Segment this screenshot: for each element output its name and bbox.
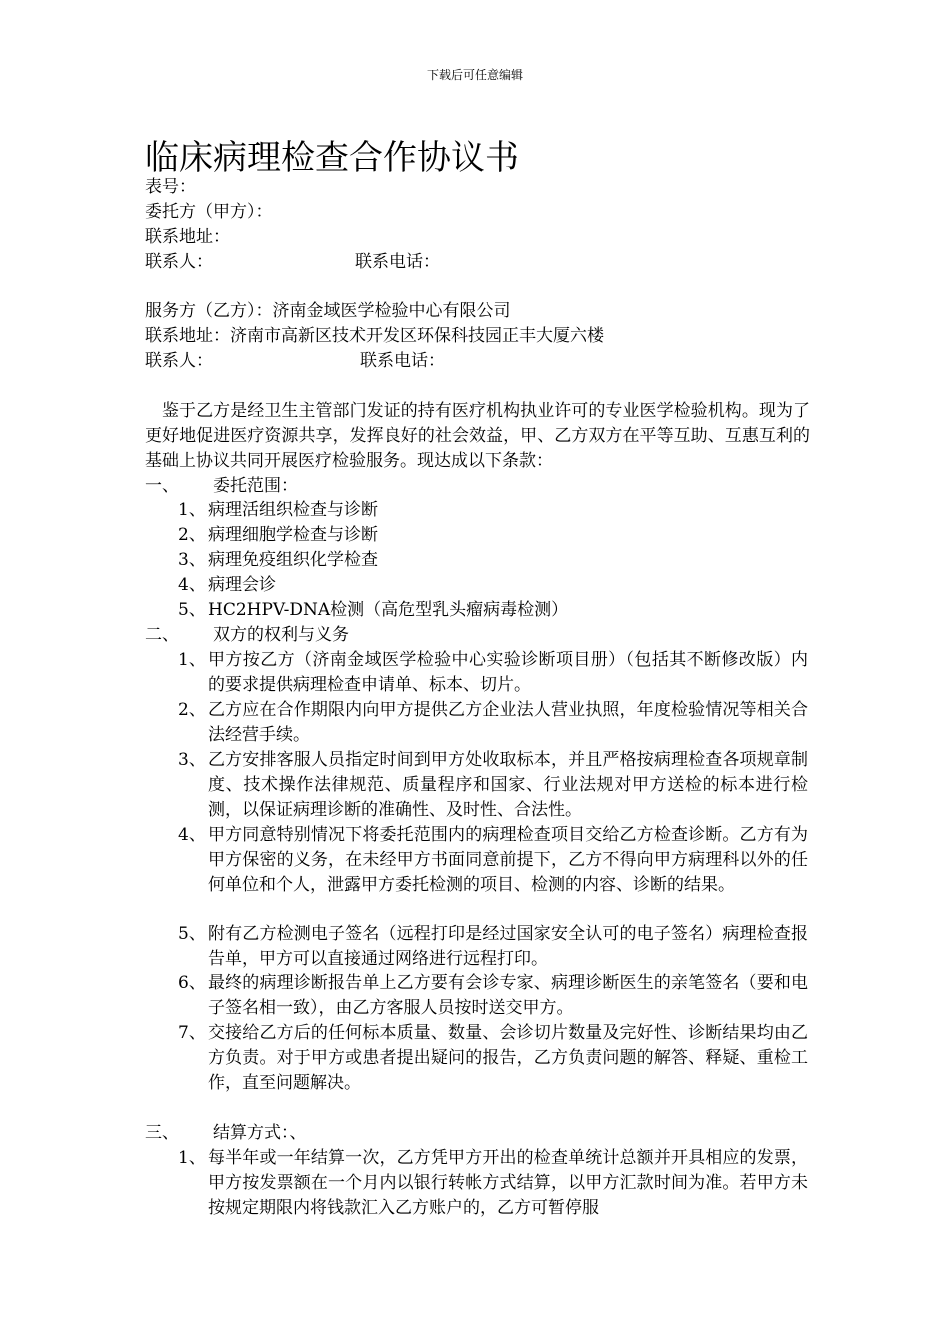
list-item-text: 病理细胞学检查与诊断 [208,525,378,545]
list-item [178,1021,808,1096]
list-item-text: 每半年或一年结算一次，乙方凭甲方开出的检查单统计总额并开具相应的发票，甲方按发票额在一个月内以银行转帐方式结算，以甲方汇款时间为准。若甲方未按规定期限内将钱款汇入乙方账户的，乙方可暂停服 [208,1148,808,1218]
list-item-text: HC2HPV-DNA检测（高危型乳头瘤病毒检测） [208,600,569,620]
list-item [178,922,808,972]
list-item-text: 甲方按乙方（济南金域医学检验中心实验诊断项目册）（包括其不断修改版）内的要求提供病理检查申请单、标本、切片。 [208,650,808,695]
party-a-label: 委托方（甲方）： [145,202,273,222]
party-a-address-label: 联系地址： [145,227,230,247]
party-b-address-label: 联系地址：济南市高新区技术开发区环保科技园正丰大厦六楼 [145,326,604,346]
list-item-text: 交接给乙方后的任何标本质量、数量、会诊切片数量及完好性、诊断结果均由乙方负责。对于甲方或患者提出疑问的报告，乙方负责问题的解答、释疑、重检工作，直至问题解决。 [208,1023,808,1093]
party-b-phone-label: 联系电话： [360,351,445,371]
section-2-number: 二、 [145,625,179,645]
list-item-text: 乙方应在合作期限内向甲方提供乙方企业法人营业执照，年度检验情况等相关合法经营手续。 [208,700,808,745]
list-item-number: 4、 [178,825,206,845]
list-item-text: 甲方同意特别情况下将委托范围内的病理检查项目交给乙方检查诊断。乙方有为甲方保密的义务，在未经甲方书面同意前提下，乙方不得向甲方病理科以外的任何单位和个人，泄露甲方委托检测的项目、检测的内容、诊断的结果。 [208,825,808,895]
form-number-label: 表号： [145,177,196,197]
section-1-heading [145,474,298,498]
list-item-number: 3、 [178,750,206,770]
list-item [178,573,808,598]
list-item-text: 最终的病理诊断报告单上乙方要有会诊专家、病理诊断医生的亲笔签名（要和电子签名相一致），由乙方客服人员按时送交甲方。 [208,973,808,1018]
section-3-title: 结算方式：、 [213,1123,307,1143]
party-a-contact-label: 联系人： [145,252,213,272]
document-title: 临床病理检查合作协议书 [145,138,519,178]
list-item-text: 附有乙方检测电子签名（远程打印是经过国家安全认可的电子签名）病理检查报告单，甲方可以直接通过网络进行远程打印。 [208,924,808,969]
list-item-number: 1、 [178,500,206,520]
list-item [178,1146,808,1221]
list-item-text: 病理免疫组织化学检查 [208,550,378,570]
section-3-heading [145,1121,307,1145]
section-2-heading [145,623,349,647]
section-1-title: 委托范围： [213,476,298,496]
list-item [178,823,808,898]
list-item-number: 4、 [178,575,206,595]
list-item-text: 病理活组织检查与诊断 [208,500,378,520]
list-item-number: 3、 [178,550,206,570]
list-item-number: 2、 [178,525,206,545]
list-item-number: 1、 [178,1148,206,1168]
list-item [178,698,808,748]
section-1-number: 一、 [145,476,179,496]
list-item [178,648,808,698]
intro-paragraph: 鉴于乙方是经卫生主管部门发证的持有医疗机构执业许可的专业医学检验机构。现为了更好地促进医疗资源共享，发挥良好的社会效益，甲、乙方双方在平等互助、互惠互利的基础上协议共同开展医疗检验服务。现达成以下条款： [145,401,810,471]
list-item-number: 2、 [178,700,206,720]
list-item [178,748,808,823]
list-item [178,523,808,548]
section-3-number: 三、 [145,1123,179,1143]
list-item [178,971,808,1021]
list-item-number: 7、 [178,1023,206,1043]
party-b-label: 服务方（乙方）：济南金域医学检验中心有限公司 [145,301,511,321]
list-item [178,548,808,573]
party-b-contact-label: 联系人： [145,351,213,371]
list-item-number: 5、 [178,600,206,620]
list-item [178,598,808,623]
list-item-number: 5、 [178,924,206,944]
page-header: 下载后可任意编辑 [426,68,523,82]
list-item [178,498,808,523]
list-item-text: 乙方安排客服人员指定时间到甲方处收取标本，并且严格按病理检查各项规章制度、技术操作法律规范、质量程序和国家、行业法规对甲方送检的标本进行检测，以保证病理诊断的准确性、及时性、合法性。 [208,750,808,820]
section-2-title: 双方的权利与义务 [213,625,349,645]
list-item-text: 病理会诊 [208,575,276,595]
list-item-number: 6、 [178,973,206,993]
list-item-number: 1、 [178,650,206,670]
party-a-phone-label: 联系电话： [355,252,440,272]
